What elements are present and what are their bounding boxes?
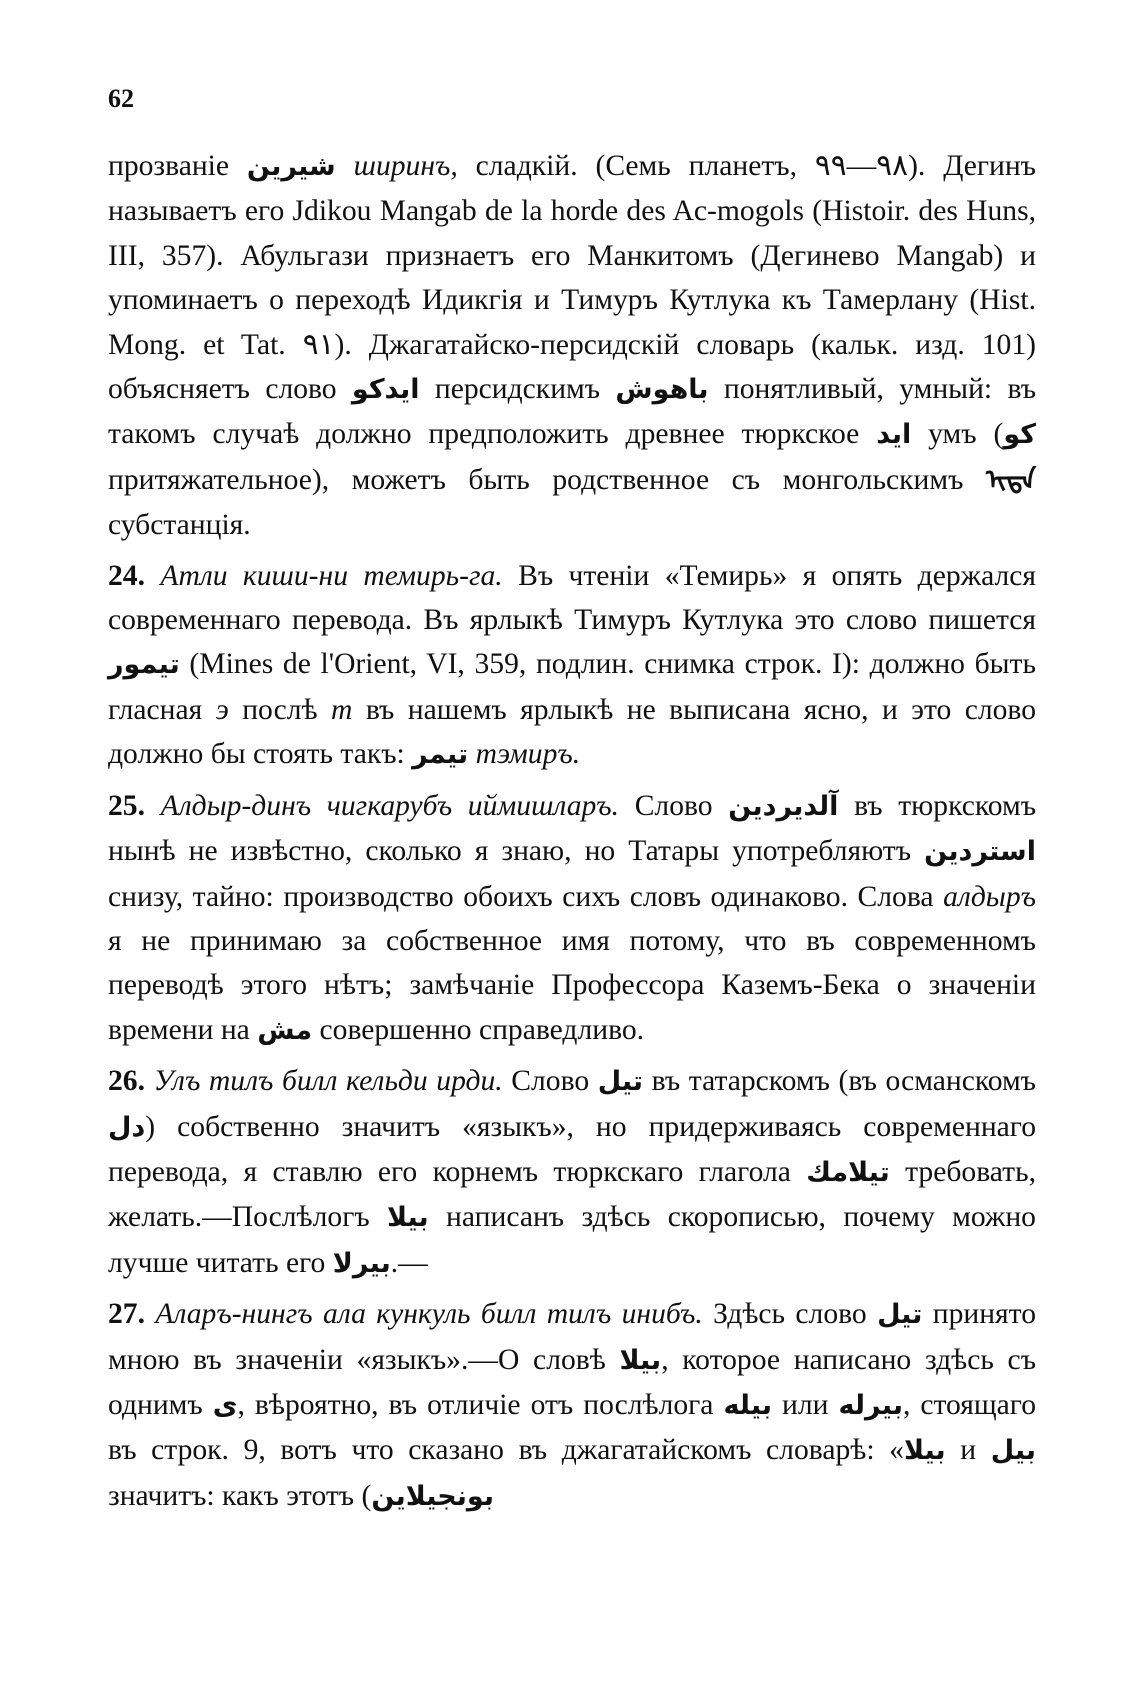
text-run: прозваніе [108,150,230,182]
text-run: , вѣроятно, въ отличіе отъ послѣлога [237,1388,724,1421]
note-number: 26. [108,1065,145,1098]
arabic-word: استردين [924,836,1036,868]
paragraph-continuation [108,144,1036,548]
note-number: 24. [108,559,145,592]
italic-letter: т [331,693,353,726]
text-run: Здѣсь слово [702,1298,878,1331]
text-run: субстанція. [108,509,251,542]
text-run: понятливый, умный: въ такомъ случаѣ должно предположить древнее тюркское [108,373,1036,451]
text-run: притяжательное), можетъ быть родственное съ монгольскимъ [108,463,986,496]
text-run: Въ чтеніи «Темирь» я опять держался современнаго перевода. Въ ярлыкѣ Тимуръ Кутлука это слово пишется [108,559,1036,637]
note-27 [108,1292,1036,1519]
arabic-word: تيلامك [806,1156,890,1188]
arabic-word: ايد [876,419,912,451]
arabic-word: مش [257,1014,313,1046]
arabic-word: ايدكو [351,374,420,406]
text-run: персидскимъ [419,373,616,406]
arabic-word: دل [108,1111,146,1143]
text-run: я не принимаю за собственное имя потому, что въ современномъ переводѣ этого нѣтъ; замѣчаніе Профессора Каземъ-Бека о значеніи времени на [108,924,1036,1046]
arabic-word: بيله [723,1389,772,1421]
note-26 [108,1059,1036,1286]
arabic-word: باهوش [615,374,709,406]
arabic-word: كو [1003,419,1036,451]
note-heading: Улъ тилъ билл кельди ирди. [153,1065,503,1098]
text-run [336,150,354,182]
mongolian-word: ᠢᠳᠡ [985,464,1036,496]
arabic-word: بيرلا [332,1247,391,1279]
text-run: , которое написано здѣсь съ однимъ [108,1343,1036,1421]
text-run: въ татарскомъ (въ османскомъ [643,1065,1036,1098]
arabic-word: بيلا [387,1202,429,1234]
note-24 [108,554,1036,778]
note-number: 25. [108,789,145,822]
arabic-letter: ى [212,1389,238,1421]
arabic-word: تيمور [108,649,180,681]
italic-letter: э [215,693,229,726]
text-run: или [772,1388,839,1421]
text-run: (Mines de l'Orient, VI, 359, подлин. снимка строк. I): должно быть гласная [108,648,1036,726]
text-run: значитъ: какъ этотъ ( [108,1479,372,1512]
text-run: написанъ здѣсь скорописью, почему можно лучше читать его [108,1201,1036,1279]
note-heading: Алдыр-динъ чигкарубъ иймишларъ. [160,789,620,822]
text-run: въ тюркскомъ нынѣ не извѣстно, сколько я знаю, но Татары употребляютъ [108,789,1036,868]
note-heading: Аларъ-нингъ ала кункуль билл тилъ инибъ. [155,1298,703,1331]
arabic-word: تيل [597,1066,644,1098]
text-run: требовать, желать.—Послѣлогъ [108,1155,1036,1234]
note-heading: Атли киши-ни темирь-га. [160,559,503,592]
text-run: принято мною въ значеніи «языкъ».—О словѣ [108,1298,1036,1376]
note-25 [108,784,1036,1053]
text-run: ) собственно значитъ «языкъ», но придерживаясь современнаго перевода, я ставлю его корнемъ тюркскаго глагола [108,1110,1036,1188]
page-number: 62 [108,84,134,113]
text-run: сладкій. (Семь планетъ, ٩٨—٩٩). Дегинъ называетъ его Jdikou Mangab de la horde des Ac-mogols (Histoir. des Huns, III, 357). Абульгази признаетъ его Манкитомъ (Дегинево Mangab) и упоминаетъ о переходѣ Идикгія и Тимуръ Кутлука къ Тамерлану (Hist. Mong. et Tat. ٩١). Джагатайско-персидскій словарь (кальк. изд. 101) объясняетъ слово [108,150,1036,406]
arabic-word: بيل [990,1435,1036,1467]
text-run [468,738,475,770]
arabic-word: بيرله [838,1389,903,1421]
arabic-word: آلديردين [728,790,839,822]
text-run: совершенно справедливо. [312,1013,645,1046]
text-run: , стоящаго въ строк. 9, вотъ что сказано въ джагатайскомъ словарѣ: « [108,1388,1037,1467]
arabic-word: شيرين [246,151,336,182]
arabic-word: تيمر [412,739,469,771]
text-run: умъ ( [911,418,1004,451]
text-run: въ нашемъ ярлыкѣ не выписана ясно, и это слово должно бы стоять такъ: [108,693,1036,771]
italic-word: алдыръ [943,880,1036,913]
arabic-word: بيلا [619,1344,662,1376]
arabic-word: تيل [877,1299,923,1331]
text-run: снизу, тайно: производство обоихъ сихъ словъ одинаково. Слова [108,880,944,913]
text-run: послѣ [228,693,331,726]
note-number: 27. [108,1298,145,1331]
arabic-word: بيلا [903,1435,946,1467]
text-run: и [945,1434,991,1467]
text-run: .— [390,1246,428,1279]
text-run: Слово [502,1065,598,1098]
italic-word: ширинъ, [353,150,458,182]
document-page [108,84,1036,1519]
italic-word: тэмиръ. [475,738,581,771]
arabic-word: بونجيلاين [371,1480,494,1512]
text-run: Слово [619,789,729,822]
